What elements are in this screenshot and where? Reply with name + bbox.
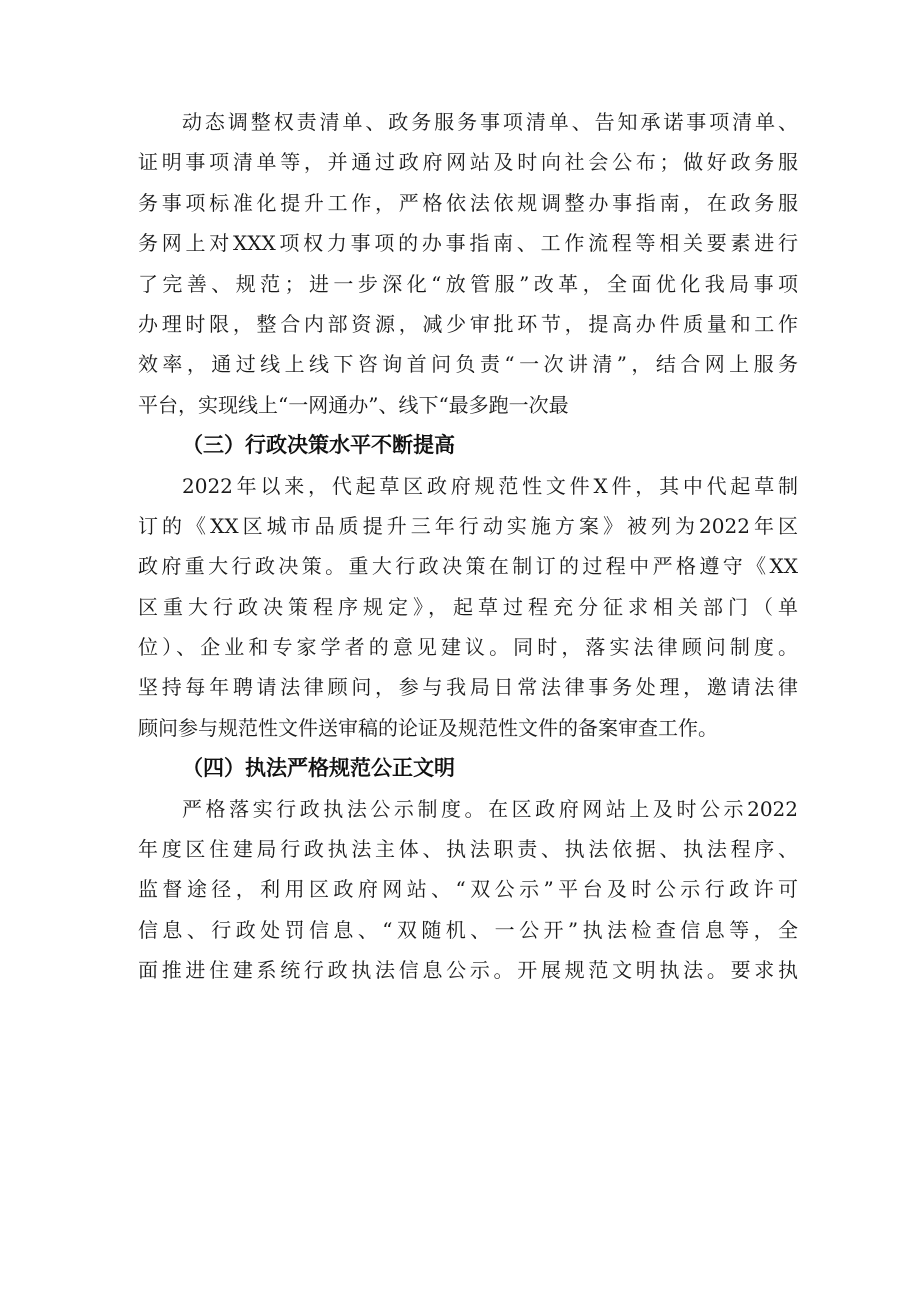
text-line: 面推进住建系统行政执法信息公示。开展规范文明执法。要求执 [138, 958, 798, 983]
text-line: 证明事项清单等，并通过政府网站及时向社会公布；做好政务服 [138, 150, 798, 175]
text-line: 坚持每年聘请法律顾问，参与我局日常法律事务处理，邀请法律 [138, 675, 798, 700]
paragraph-decision-making [138, 466, 798, 749]
text-line: 务网上对XXX项权力事项的办事指南、工作流程等相关要素进行 [138, 231, 798, 256]
text-line: 订的《XX区城市品质提升三年行动实施方案》被列为2022年区 [138, 513, 798, 538]
text-line: 务事项标准化提升工作，严格依法依规调整办事指南，在政务服 [138, 190, 798, 215]
text-line: 办理时限，整合内部资源，减少审批环节，提高办件质量和工作 [138, 311, 798, 336]
text-line: 2022年以来，代起草区政府规范性文件X件，其中代起草制 [182, 473, 798, 498]
text-line: 了完善、规范；进一步深化“放管服”改革，全面优化我局事项 [138, 271, 798, 296]
text-line: 严格落实行政执法公示制度。在区政府网站上及时公示2022 [182, 796, 798, 821]
text-line: 动态调整权责清单、政务服务事项清单、告知承诺事项清单、 [182, 110, 798, 134]
text-line: 效率，通过线上线下咨询首问负责“一次讲清”，结合网上服务 [138, 352, 798, 377]
document-body [138, 102, 798, 991]
text-line: 平台，实现线上“一网通办”、线下“最多跑一次最 [138, 392, 569, 417]
text-line: 信息、行政处罚信息、“双随机、一公开”执法检查信息等，全 [138, 917, 798, 942]
text-line: 监督途径，利用区政府网站、“双公示”平台及时公示行政许可 [138, 877, 798, 902]
paragraph-permission-lists [138, 102, 798, 425]
text-line: 顾问参与规范性文件送审稿的论证及规范性文件的备案审查工作。 [138, 715, 718, 740]
text-line: 位）、企业和专家学者的意见建议。同时，落实法律顾问制度。 [138, 635, 798, 660]
paragraph-law-enforcement [138, 789, 798, 991]
text-line: 年度区住建局行政执法主体、执法职责、执法依据、执法程序、 [138, 837, 798, 862]
text-line: 政府重大行政决策。重大行政决策在制订的过程中严格遵守《XX [138, 554, 798, 579]
text-line: 区重大行政决策程序规定》，起草过程充分征求相关部门（单 [138, 594, 798, 619]
section-heading-law-enforcement: （四）执法严格规范公正文明 [182, 756, 455, 781]
section-heading-decision-making: （三）行政决策水平不断提高 [182, 433, 455, 458]
